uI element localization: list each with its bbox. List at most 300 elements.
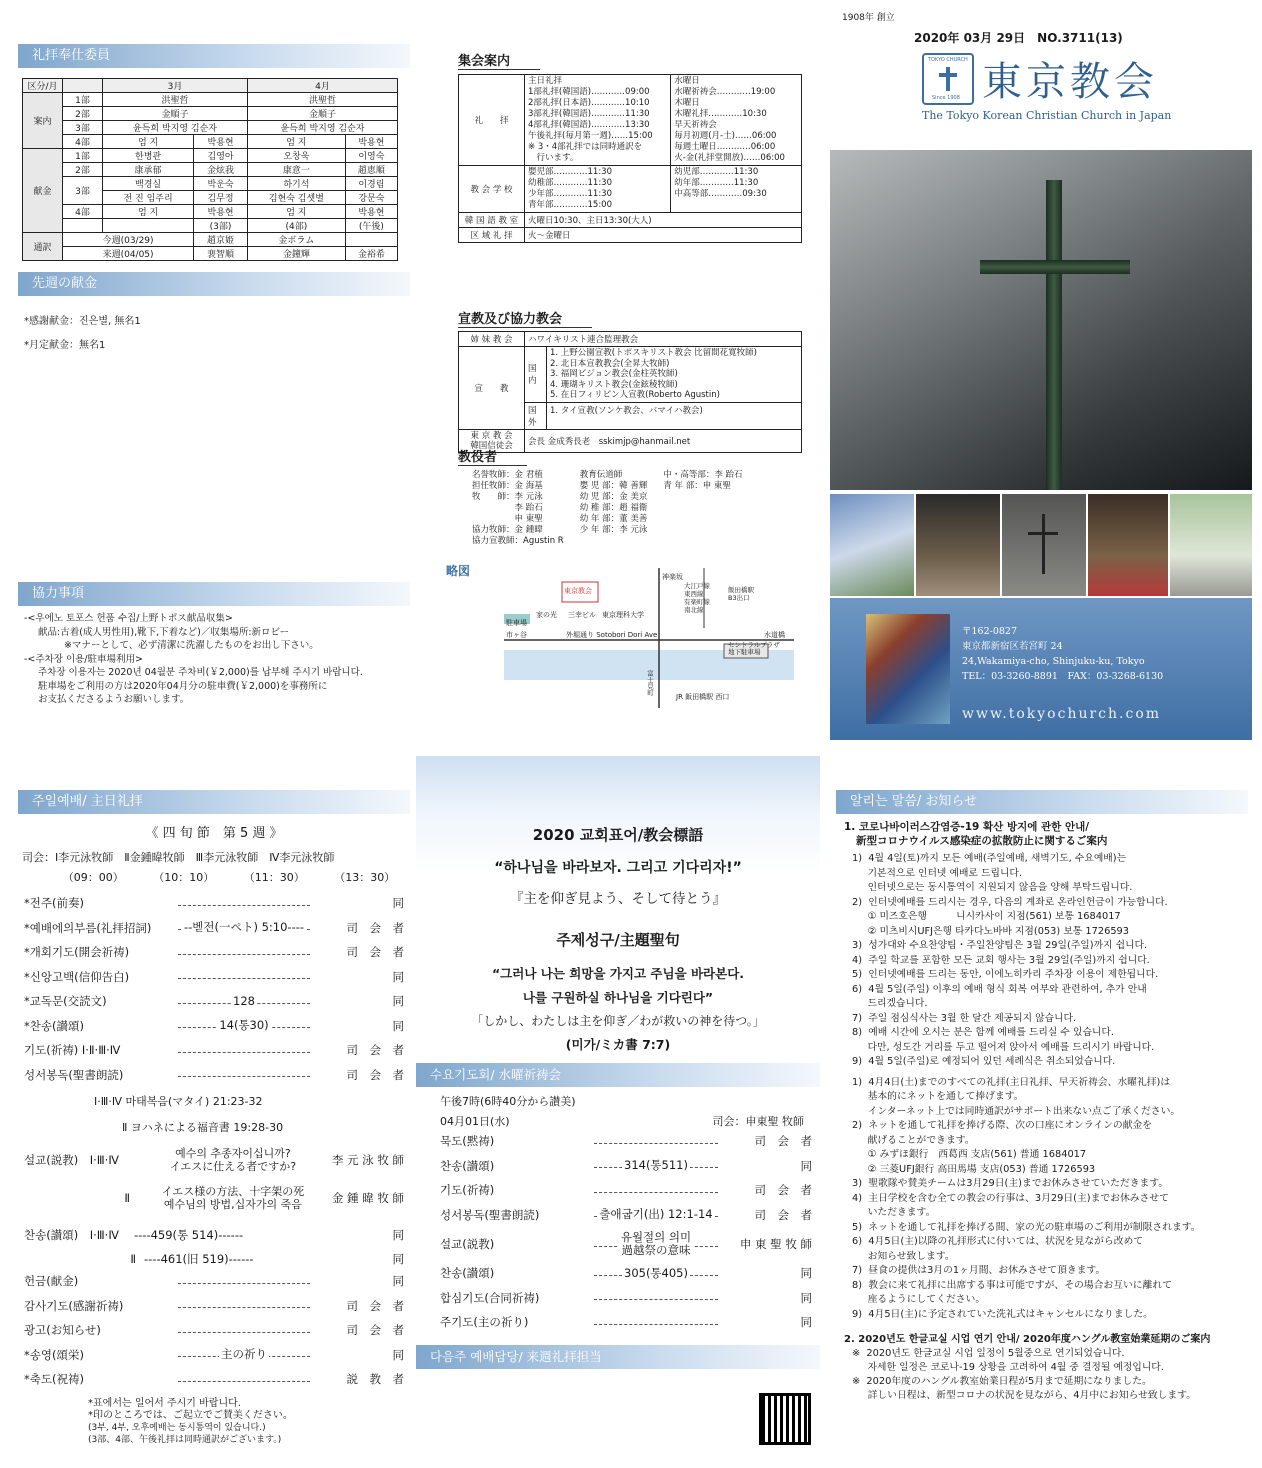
staff-title: 教役者 (458, 446, 527, 466)
domestic-label: 国内 (525, 347, 547, 403)
school-label: 教 会 学 校 (459, 166, 525, 213)
order-row (440, 1261, 812, 1286)
roster-cell: 김현숙 김셋별 (247, 191, 345, 205)
notice-line: 詳しい日程は、新型コロナの状況を見ながら、4月中にお知らせ致します。 (852, 1390, 1197, 1401)
order-row (440, 1310, 812, 1335)
notice-ja (852, 1076, 1248, 1323)
order-item: Ⅱ (130, 1252, 136, 1266)
coop-line: -<우에노 토포스 헌품 수집/上野トポス献品収集> (24, 613, 233, 624)
staff-line: 幼 年 部：董 美善 (579, 514, 648, 524)
leader-line (594, 1299, 718, 1300)
order-role: 司 会 者 (346, 945, 404, 960)
notice-line: 5) ネットを通して礼拝を捧げる間、家の光の駐車場のご利用が制限されます。 (852, 1221, 1201, 1233)
roster-cell: 강문숙 (345, 191, 397, 205)
offering-title: 先週の献金 (18, 272, 410, 296)
notice-line: 3) 성가대와 수요찬양팀・주일찬양팀은 3월 29일(주일)까지 쉽니다. (852, 940, 1148, 951)
mission-item: 1. 上野公園宣教(トポスキリスト教会 比留間花寛牧師) (550, 348, 757, 358)
coop-panel (18, 582, 410, 722)
notice-line: 6) 4月5日(主)以降の礼拝形式に付いては、状況を見ながら改めて (852, 1236, 1144, 1247)
order-row (440, 1286, 812, 1311)
order-row (24, 989, 404, 1014)
roster-cell: 엄 지 (103, 205, 194, 219)
school-line: 青年部…………15:00 (528, 200, 612, 210)
staff-line: 少 年 部：李 元泳 (579, 525, 648, 535)
order-item: 주기도(主の祈り) (440, 1315, 529, 1330)
order-item: *찬송(讃頌) (24, 1018, 84, 1033)
preacher: 金 鍾 暐 牧 師 (331, 1191, 404, 1205)
roster-cell: 오창욱 (247, 149, 345, 163)
notice-line: 4) 주일 학교를 포함한 모든 교회 행사는 3월 29일(주일)까지 쉽니다. (852, 954, 1150, 966)
notice-line: いただきます。 (852, 1207, 936, 1218)
offering-panel (18, 272, 410, 362)
order-mid: --벧전(一ペト) 5:10---- (183, 920, 305, 935)
leader-line (178, 1307, 310, 1308)
notice-line: 9) 4월 5일(주일)로 예정되어 있던 세례식은 취소되었습니다. (852, 1056, 1116, 1067)
order-row (24, 1318, 404, 1343)
order-row (24, 916, 404, 941)
wednesday-list (416, 1129, 820, 1335)
founded: 1908年 創立 (842, 13, 895, 23)
map-label: 東京教会 (564, 587, 592, 595)
roster-title: 礼拝奉仕委員 (18, 44, 410, 68)
staff-line: 申 東聖 (472, 514, 543, 524)
roster-cell: 박용현 (194, 135, 248, 149)
notice-line: 다만, 성도간 거리를 두고 떨어져 앉아서 예배를 드리시기 바랍니다. (852, 1041, 1155, 1053)
order-role: 同 (392, 1228, 404, 1242)
meeting-line: 主日礼拝 (528, 76, 563, 86)
roster-cell: 3部 (63, 177, 103, 205)
presiders: 司会：Ⅰ李元泳牧師 Ⅱ金鍾暐牧師 Ⅲ李元泳牧師 Ⅳ李元泳牧師 (22, 851, 335, 864)
korean-class: 火曜日10:30、主日13:30(大人) (525, 213, 802, 228)
note-line: (3部、4部、午後礼拝は同時通訳がございます。) (88, 1434, 282, 1445)
website-link[interactable]: www.tokyochurch.com (962, 706, 1162, 722)
order-row (24, 1367, 404, 1392)
sunday-title: 주일예배/ 主日礼拝 (18, 790, 410, 814)
church-name: 東京教会 (982, 59, 1158, 105)
order-row (24, 1063, 404, 1088)
roster-cell: 金裕希 (345, 247, 397, 261)
order-item: *전주(前奏) (24, 896, 84, 911)
leader-line (178, 1381, 310, 1382)
roster-cell: 今週(03/29) (63, 233, 194, 247)
order-item: 성서봉독(聖書朗読) (440, 1207, 540, 1222)
roster-cell: 박용현 (345, 205, 397, 219)
mission-item: 2. 北日本宣教教会(全昇大牧師) (550, 358, 670, 369)
staff-line: 青 年 部：申 東聖 (663, 481, 731, 491)
school-line: 中高等部…………09:30 (674, 189, 767, 199)
map-label: セントラルプラザ 地下駐車場 (728, 641, 780, 656)
notice-line: インターネット上では同時通訳がサポート出来ない点ご了承ください。 (852, 1105, 1181, 1117)
leader-line (178, 1052, 310, 1053)
church-logo-icon: TOKYO CHURCH Since 1908 (922, 53, 974, 105)
leader-line (178, 1332, 310, 1333)
roster-cell: 박용현 (345, 135, 397, 149)
order-row (24, 891, 404, 916)
order-list (18, 891, 410, 1087)
abroad-label: 国外 (525, 402, 547, 429)
roster-cell: 趙京姫 (194, 233, 248, 247)
roster-cell: 하기석 (247, 177, 345, 191)
abroad-item: 1. タイ宣教(ソンケ教会、バマイハ教会) (547, 402, 802, 429)
roster-cell: 2部 (63, 163, 103, 177)
meeting-line: 行います。 (528, 153, 579, 163)
staff-line: 幼 稚 部：趙 福衛 (579, 503, 648, 513)
roster-cell: 이경림 (345, 177, 397, 191)
roster-cell: 4部 (63, 135, 103, 149)
meeting-line: 午後礼拝(毎月第一週)……15:00 (528, 131, 653, 141)
school-line: 幼稚部…………11:30 (528, 178, 612, 188)
order-role: 司 会 者 (346, 920, 404, 935)
offering-item: *月定献金：無名1 (24, 340, 106, 351)
leader-line (178, 1283, 310, 1284)
notice-line: 2) 인터넷예배를 드리시는 경우, 다음의 계좌로 온라인헌금이 가능합니다. (852, 896, 1168, 908)
order-mid: 主の祈り (221, 1347, 267, 1362)
order-item: 설교(説教) (440, 1237, 495, 1251)
notice-line: 드리겠습니다. (852, 998, 928, 1009)
notice-ko (852, 852, 1248, 1070)
roster-cell: 1部 (63, 149, 103, 163)
map-label: 市ヶ谷 (506, 631, 527, 639)
meeting-panel (458, 50, 804, 243)
cross-photo (830, 150, 1252, 490)
notice-line: ※ 2020년도 한글교실 시업 일정이 5월중으로 연기되었습니다. (852, 1348, 1125, 1359)
sermon-title: 예수의 추종자이십니까? イエスに仕える者ですか? (169, 1147, 297, 1173)
mission-item: 5. 在日フィリピン人宣教(Roberto Agustin) (550, 390, 720, 400)
order-role: 同 (392, 1274, 404, 1289)
notice-line: 1) 4月4日(土)までのすべての礼拝(主日礼拝、早天祈祷会、水曜礼拝)は (852, 1076, 1171, 1088)
mission-label: 宣 教 (459, 347, 525, 430)
reading: Ⅱ ヨハネによる福音書 19:28-30 (122, 1121, 284, 1134)
church-subtitle: The Tokyo Korean Christian Church in Japan (922, 109, 1172, 122)
coop-line: ※マナーとして、必ず清潔に洗濯したものをお出し下さい。 (64, 640, 319, 651)
roster-cell: 1部 (63, 93, 103, 107)
nextweek-title: 다음주 예배담당/ 来週礼拝担当 (416, 1345, 820, 1369)
notice-line: ① 미즈호은행 니시카사이 지점(561) 보통 1684017 (852, 911, 1121, 922)
notice-line: 8) 예배 시간에 오시는 분은 함께 예배를 드리실 수 있습니다. (852, 1027, 1114, 1038)
address-line: TEL：03-3260-8891 FAX：03-3268-6130 (962, 671, 1164, 682)
motto-ko: “하나님을 바라보자. 그리고 기다리자!” (494, 860, 742, 876)
order-role: 申 東 聖 牧 師 (739, 1237, 812, 1251)
meeting-line: 毎週土曜日…………06:00 (674, 142, 776, 152)
order-role: 司 会 者 (754, 1207, 812, 1222)
order-role: 同 (800, 1158, 812, 1173)
notice-line: 5) 인터넷예배를 드리는 동안, 이에노히카리 주차장 이용이 제한됩니다. (852, 969, 1159, 980)
coop-line: 献品:古着(成人男性用),靴下,下着など)／収集場所:新ロビー (38, 626, 290, 638)
order-item: 찬송(讃頌) Ⅰ·Ⅲ·Ⅳ (24, 1228, 119, 1242)
map-label: JR 飯田橋駅 西口 (676, 693, 730, 701)
wednesday-title: 수요기도회/ 水曜祈祷会 (416, 1063, 820, 1087)
service-time: （11：30） (243, 871, 305, 884)
roster-cell: 이영숙 (345, 149, 397, 163)
meeting-line: 木曜日 (674, 98, 700, 108)
map-label: 富士見町 (646, 670, 654, 696)
order-item: *송영(頌栄) (24, 1347, 84, 1362)
order-item: 묵도(黙祷) (440, 1134, 495, 1149)
meeting-line: 4部礼拝(韓国語)…………13:30 (528, 120, 650, 130)
coop-title: 協力事項 (18, 582, 410, 606)
map-label: 飯田橋駅 B3出口 (728, 586, 754, 602)
notice-heading: 1. 코로나바이러스감염증-19 확산 방지에 관한 안내/ (844, 821, 1090, 833)
roster-cell: 3部 (63, 121, 103, 135)
order-role: 同 (392, 896, 404, 911)
order-mid: ----461(旧 519)------ (144, 1252, 254, 1266)
cover-footer (830, 598, 1252, 740)
roster-cell: 金鐘輝 (247, 247, 345, 261)
order-item: 기도(祈祷) (440, 1183, 495, 1198)
order-role: 司 会 者 (754, 1183, 812, 1198)
verse-ref: (미가/ミカ書 7:7) (565, 1037, 671, 1052)
season-title: 《 四 旬 節 第 5 週 》 (145, 826, 283, 841)
staff-line: 牧 師：李 元泳 (472, 492, 543, 502)
service-time: （10：10） (153, 871, 215, 884)
order-row (24, 940, 404, 965)
order-role: 同 (392, 994, 404, 1009)
roster-cell: 윤득희 박지영 김순자 (103, 121, 248, 135)
order-role: 同 (392, 1018, 404, 1033)
note-line: (3부, 4부, 오후예배는 동시통역이 있습니다.) (88, 1422, 266, 1433)
map-label: 外堀通り Sotobori Dori Ave (566, 631, 658, 639)
meeting-line: 水曜祈祷会…………19:00 (674, 87, 776, 97)
roster-cell: 洪聖哲 (247, 93, 397, 107)
order-role: 司 会 者 (754, 1134, 812, 1149)
notice-line: ② 三菱UFJ銀行 高田馬場 支店(053) 普通 1726593 (852, 1163, 1096, 1175)
staff-line: 担任牧師：金 海基 (472, 481, 543, 491)
notice-line: ② 미츠비시UFJ은행 타카다노바바 지점(053) 보통 1726593 (852, 925, 1130, 937)
notice-line: 8) 教会に来て礼拝に出席する事は可能ですが、その場合お互いに離れて (852, 1279, 1172, 1291)
motto-title: 2020 교회표어/教会標語 (532, 826, 704, 844)
roster-cell: 백경실 (103, 177, 194, 191)
preacher: 李 元 泳 牧 師 (331, 1153, 404, 1167)
map-label: 神楽坂 (662, 573, 683, 581)
roster-cell: 김무정 (194, 191, 248, 205)
leader-line (178, 1076, 310, 1077)
meeting-line: 2部礼拝(日本語)…………10:10 (528, 98, 650, 108)
order-mid: 128 (233, 993, 255, 1008)
notice-line: 7) 昼食の提供は3月の1ヶ月間、お休みさせて頂きます。 (852, 1265, 1106, 1276)
order-role: 同 (392, 969, 404, 984)
notice-line: 2) ネットを通して礼拝を捧げる際、次の口座にオンラインの献金を (852, 1120, 1153, 1131)
roster-head-0: 区分/月 (23, 79, 63, 93)
meeting-line: 1部礼拝(韓国語)…………09:00 (528, 87, 650, 97)
notice-line: 3) 聖歌隊や賛美チームは3月29日(主)までお休みさせていただきます。 (852, 1178, 1169, 1189)
qr-code-icon[interactable] (762, 1396, 808, 1442)
meeting-title: 集会案内 (458, 50, 540, 70)
map-label: 大江戸線 東西線 有楽町線 南北線 (684, 582, 710, 614)
notice-panel (836, 790, 1248, 1462)
order-item: 헌금(献金) (24, 1274, 79, 1289)
service-time: （09：00） (62, 871, 124, 884)
mission-item: 4. 珊瑚キリスト教会(金鉉稜牧師) (550, 379, 678, 390)
roster-cell: 洪聖哲 (103, 93, 248, 107)
roster-cell: 한병관 (103, 149, 194, 163)
order-role: 同 (800, 1315, 812, 1330)
order-row (440, 1227, 812, 1261)
order-mid: 314(통511) (624, 1158, 688, 1173)
order-role: 司 会 者 (346, 1298, 404, 1313)
staff-line: 協力宣教師：Agustin R (472, 536, 564, 546)
order-row (24, 965, 404, 990)
coop-line: 주차장 이용자는 2020년 04월분 주차비(￥2,000)를 납부해 주시기 바랍니다. (38, 667, 363, 678)
roster-cell: 康意一 (247, 163, 345, 177)
wednesday-time: 午後7時(6時40分から讃美) (440, 1095, 576, 1108)
service-time: （13：30） (334, 871, 396, 884)
notice-line: 座るようにしてください。 (852, 1294, 986, 1305)
order-mid: 유월절의 의미 過越祭の意味 (620, 1230, 692, 1257)
assoc-info: 会長 金成秀長老 sskimjp@hanmail.net (525, 429, 802, 452)
roster-cell: 趙恵順 (345, 163, 397, 177)
notice-line: お知らせ致します。 (852, 1250, 955, 1262)
thumb-photo (830, 494, 914, 596)
verse-ko: 나를 구원하실 하나님을 기다린다” (522, 990, 714, 1005)
roster-head-1: 3月 (103, 79, 248, 93)
district-worship: 火～金曜日 (525, 228, 802, 243)
roster-cell: 来週(04/05) (63, 247, 194, 261)
leader-line (594, 1192, 718, 1193)
meeting-line: 早天祈祷会 (674, 120, 717, 130)
sister-church: ハワイキリスト連合監理教会 (525, 332, 802, 347)
notice-line: 4) 主日学校を含む全ての教会の行事は、3月29日(主)までお休みさせて (852, 1192, 1169, 1204)
wednesday-date: 04月01日(水) (440, 1115, 510, 1128)
roster-panel (18, 44, 410, 274)
meeting-line: 毎月初週(月-土)……06:00 (674, 131, 777, 141)
roster-cell: 박용현 (194, 205, 248, 219)
order-item: *개회기도(開会祈祷) (24, 945, 130, 960)
school-line: 幼児部…………11:30 (674, 167, 759, 177)
notice-line: 1) 4월 4일(토)까지 모든 예배(주일예배, 새벽기도, 수요예배)는 (852, 853, 1127, 864)
thumb-photo (1170, 494, 1252, 596)
roster-cell: 엄 지 (247, 205, 345, 219)
order-mid: 14(통30) (219, 1018, 269, 1033)
notice-line: 기본적으로 인터넷 예배로 드립니다. (852, 867, 1022, 879)
order-item: 광고(お知らせ) (24, 1323, 101, 1338)
notice-h2-list (852, 1347, 1248, 1403)
staff-line: 名誉牧師：金 君植 (472, 470, 543, 480)
leader-line (594, 1324, 718, 1325)
map-label: 三幸ビル (568, 611, 596, 619)
reading: Ⅰ·Ⅲ·Ⅳ 마태복음(マタイ) 21:23-32 (94, 1095, 263, 1108)
notice-heading: 新型コロナウイルス感染症の拡散防止に関するご案内 (856, 835, 1108, 847)
roster-cell: 2部 (63, 107, 103, 121)
order-item: 찬송(讃頌) (440, 1266, 495, 1281)
map-panel (446, 562, 806, 712)
leader-line (178, 978, 310, 979)
order-row (440, 1154, 812, 1179)
meeting-line: 3部礼拝(韓国語)…………11:30 (528, 109, 650, 119)
order-item: 감사기도(感謝祈祷) (24, 1298, 124, 1313)
roster-cell: (午後) (345, 219, 397, 233)
wednesday-presider: 司会：申東聖 牧師 (712, 1115, 804, 1128)
roster-cell: 献金 (23, 149, 63, 233)
sermon-label: Ⅱ (124, 1191, 130, 1205)
roster-cell: 4部 (63, 205, 103, 219)
order-row (24, 1038, 404, 1063)
roster-cell: 金ボラム (247, 233, 345, 247)
order-item: *신앙고백(信仰告白) (24, 969, 130, 984)
korean-label: 韓 国 語 教 室 (459, 213, 525, 228)
school-line: 少年部…………11:30 (528, 189, 612, 199)
notice-line: 6) 4월 5일(주일) 이후의 예배 형식 회복 여부와 관련하여, 추가 안내 (852, 983, 1147, 995)
roster-cell: 案内 (23, 93, 63, 149)
school-line: 嬰児部…………11:30 (528, 167, 612, 177)
leader-line (178, 954, 310, 955)
notice-line: 인터넷으로는 동시통역이 지원되지 않음을 양해 부탁드립니다. (852, 882, 1133, 893)
staff-line: 教育伝道師 (579, 470, 623, 480)
motto-ja: 『主を仰ぎ見よう、そして待とう』 (510, 891, 726, 907)
roster-cell: 康承郁 (103, 163, 194, 177)
motto-panel (416, 756, 820, 1464)
notice-line: 자세한 일정은 코로나-19 상황을 고려하여 4월 중 결정될 예정입니다. (852, 1362, 1164, 1373)
sunday-panel (18, 790, 410, 1460)
staff-line: 協力牧師：金 鍾暐 (472, 525, 543, 535)
roster-cell: (3部) (194, 219, 248, 233)
assoc-label: 東 京 教 会 韓国信徒会 (459, 429, 525, 452)
map-label: 水道橋 (764, 631, 785, 639)
order-row (440, 1129, 812, 1154)
address-line: 東京都新宿区若宮町 24 (962, 641, 1063, 652)
roster-cell: 裵智順 (194, 247, 248, 261)
stained-glass-image (866, 614, 950, 724)
issue-line: 2020年 03月 29日 NO.3711(13) (914, 31, 1123, 45)
school-line: 幼年部…………11:30 (674, 178, 759, 188)
coop-line: お支払くださるようお願いします。 (38, 694, 190, 705)
roster-cell: 通訳 (23, 233, 63, 261)
order-mid: 출애굽기(出) 12:1-14 (599, 1207, 713, 1222)
staff-line: 幼 児 部：金 美京 (579, 492, 648, 502)
order-row (24, 1343, 404, 1368)
note-line: *印のところでは、ご起立でご賛美ください。 (88, 1409, 293, 1421)
order-role: 司 会 者 (346, 1067, 404, 1082)
notice-line: 7) 주일 점심식사는 3월 한 달간 제공되지 않습니다. (852, 1012, 1077, 1024)
leader-line (178, 905, 310, 906)
roster-cell: 金順子 (103, 107, 248, 121)
order-row (24, 1014, 404, 1039)
address-line: 24,Wakamiya-cho, Shinjuku-ku, Tokyo (962, 656, 1145, 667)
meeting-line: ※ 3・4部礼拝では同時通訳を (528, 142, 643, 152)
order-row (440, 1178, 812, 1203)
map-label: 駐車場 (506, 619, 527, 627)
order-role: 説 教 者 (346, 1372, 404, 1387)
notice-line: 9) 4月5日(主)に予定されていた洗礼式はキャンセルになりました。 (852, 1308, 1153, 1320)
notice-line: 基本的にネットを通して捧げます。 (852, 1091, 1024, 1102)
verse-ja: 「しかし、わたしは主を仰ぎ／わが救いの神を待つ。」 (471, 1014, 765, 1028)
map-label: 東京理科大学 (602, 611, 644, 619)
order-role: 同 (800, 1290, 812, 1305)
order-mid: 305(통405) (624, 1265, 688, 1280)
sermon-label: 설교(説教) Ⅰ·Ⅲ·Ⅳ (24, 1153, 119, 1167)
staff-line: 中・高等部：李 跆石 (663, 470, 743, 480)
roster-cell: (4部) (247, 219, 345, 233)
roster-cell: 金炫我 (194, 163, 248, 177)
sister-label: 姉 妹 教 会 (459, 332, 525, 347)
order-row (24, 1294, 404, 1319)
mission-title: 宣教及び協力教会 (458, 308, 592, 328)
roster-table (22, 78, 398, 261)
staff-panel (458, 446, 804, 547)
coop-line: 駐車場をご利用の方は2020年04月分の駐車費(￥2,000)を事務所に (38, 680, 328, 692)
roster-cell: 김영아 (194, 149, 248, 163)
roster-cell: 박운숙 (194, 177, 248, 191)
roster-cell: 金順子 (247, 107, 397, 121)
staff-line: 李 跆石 (472, 503, 543, 513)
mission-item: 3. 福岡ビジョン教会(金柱英牧師) (550, 369, 678, 379)
address-line: 〒162-0827 (962, 626, 1018, 637)
order-role: 同 (392, 1252, 404, 1266)
verse-title: 주제성구/主題聖句 (556, 931, 680, 949)
cover-panel (830, 10, 1252, 740)
district-label: 区 域 礼 拝 (459, 228, 525, 243)
verse-ko: “그러나 나는 희망을 가지고 주님을 바라본다. (491, 966, 745, 981)
order-role: 司 会 者 (346, 1323, 404, 1338)
